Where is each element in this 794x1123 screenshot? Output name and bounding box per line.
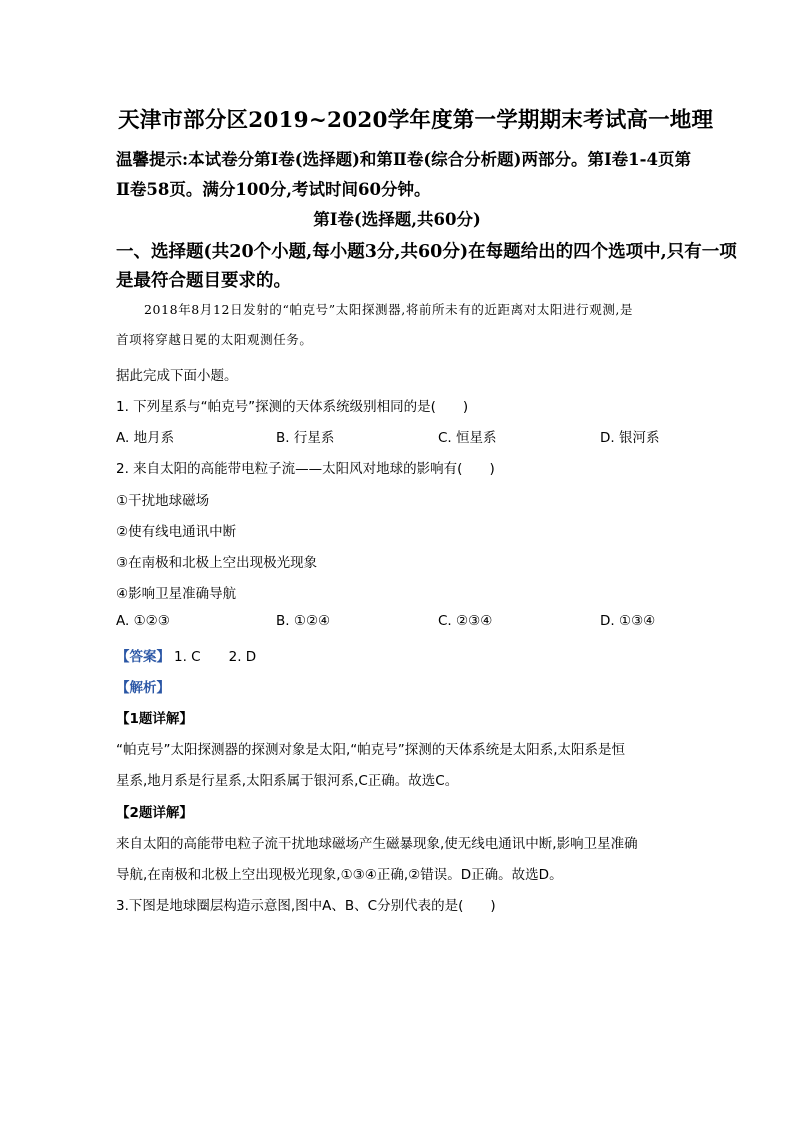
detail-2-line-2: 导航,在南极和北极上空出现极光现象,①③④正确,②错误。D正确。故选D。: [116, 867, 563, 883]
detail-2-label: 【2题详解】: [116, 805, 193, 821]
q1-option-b: B. 行星系: [276, 430, 335, 446]
question-1-stem: 1. 下列星系与“帕克号”探测的天体系统级别相同的是( ): [116, 399, 469, 415]
exam-title: 天津市部分区2019~2020学年度第一学期期末考试高一地理: [118, 108, 714, 133]
answer-line: [116, 645, 256, 665]
answer-2: 2. D: [228, 649, 257, 665]
passage-line-2: 首项将穿越日冕的太阳观测任务。: [116, 332, 313, 347]
passage-line-1: 2018年8月12日发射的“帕克号”太阳探测器,将前所未有的近距离对太阳进行观测,是: [144, 302, 634, 317]
q2-statement-1: ①干扰地球磁场: [116, 493, 210, 509]
q1-option-a: A. 地月系: [116, 430, 175, 446]
instruction-line-1: 一、选择题(共20个小题,每小题3分,共60分)在每题给出的四个选项中,只有一项: [116, 242, 737, 262]
q1-option-c: C. 恒星系: [438, 430, 497, 446]
q2-option-d: D. ①③④: [600, 613, 656, 629]
tip-line-1: 温馨提示:本试卷分第Ⅰ卷(选择题)和第Ⅱ卷(综合分析题)两部分。第Ⅰ卷1-4页第: [116, 150, 691, 169]
answer-label: 【答案】: [116, 649, 170, 665]
section-title: 第Ⅰ卷(选择题,共60分): [313, 210, 481, 229]
detail-1-label: 【1题详解】: [116, 711, 193, 727]
q2-statement-4: ④影响卫星准确导航: [116, 586, 237, 602]
q2-statement-2: ②使有线电通讯中断: [116, 524, 237, 540]
detail-2-line-1: 来自太阳的高能带电粒子流干扰地球磁场产生磁暴现象,使无线电通讯中断,影响卫星准确: [116, 836, 638, 852]
q2-option-a: A. ①②③: [116, 613, 170, 629]
instruction-line-2: 是最符合题目要求的。: [116, 271, 291, 291]
analysis-label: 【解析】: [116, 680, 170, 696]
q2-option-c: C. ②③④: [438, 613, 493, 629]
question-3-stem: 3.下图是地球圈层构造示意图,图中A、B、C分别代表的是( ): [116, 898, 496, 914]
passage-lead: 据此完成下面小题。: [116, 368, 238, 384]
question-2-stem: 2. 来自太阳的高能带电粒子流——太阳风对地球的影响有( ): [116, 461, 495, 477]
detail-1-line-1: “帕克号”太阳探测器的探测对象是太阳,“帕克号”探测的天体系统是太阳系,太阳系是恒: [116, 742, 626, 758]
detail-1-line-2: 星系,地月系是行星系,太阳系属于银河系,C正确。故选C。: [116, 773, 459, 789]
q2-option-b: B. ①②④: [276, 613, 331, 629]
q2-statement-3: ③在南极和北极上空出现极光现象: [116, 555, 318, 571]
answer-1: 1. C: [174, 649, 201, 665]
tip-line-2: Ⅱ卷58页。满分100分,考试时间60分钟。: [116, 180, 431, 199]
q1-option-d: D. 银河系: [600, 430, 660, 446]
